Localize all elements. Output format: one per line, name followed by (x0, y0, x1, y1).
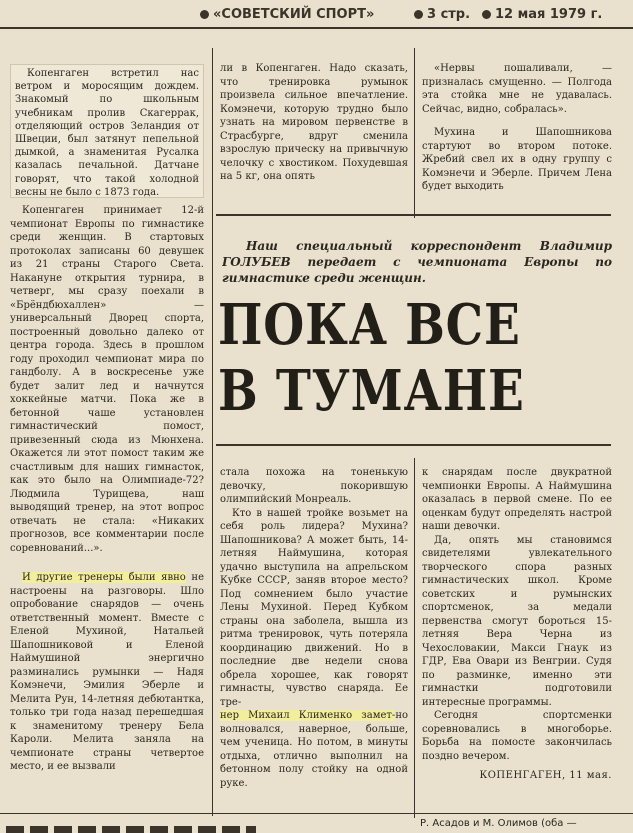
highlighted-text: нер Михаил Клименко замет- (220, 710, 396, 721)
article-paragraph: Копенгаген принимает 12-й чемпионат Европы по гимнастике среди женщин. В стартовых протоколах записаны 60 девушек из 21 страны Старого Света. Накануне открытия турнира, в четверг, мы сразу поехали в «Брёндбюхаллен» — универсальный Дворец спорта, построенный довольно далеко от центра города. Здесь в прошлом году проходил чемпионат мира по гандболу. А в воскресенье уже будет залит лед и начнутся хоккейные матчи. Пока же в бетонной чаше установлен гимнастический помост, привезенный сюда из Мюнхена. Окажется ли этот помост таким же счастливым для наших гимнасток, как это было на Олимпиаде-72? Людмила Турищева, наш выводящий тренер, на этот вопрос отвечать не стала: «Никаких прогнозов, все комментарии после соревнований...». (10, 205, 204, 554)
inset-text: Копенгаген встретил нас ветром и моросящим дождем. Знакомый по школьным учебникам пролив Скагеррак, отделяющий остров Зеландия от Швеции, был затянут пепельной дымкой, а знаменитая Русалка казалась печальной. Датчане говорят, что такой холодной весны не было с 1873 года. (15, 68, 199, 198)
article-paragraph: стала похожа на тоненькую девочку, покорившую олимпийский Монреаль. (220, 467, 408, 505)
article-headline (218, 292, 554, 424)
next-headline-fragment (6, 820, 286, 833)
column-divider (212, 48, 213, 816)
article-text: не настроены на разговоры. Шло опробование снарядов — очень ответственный момент. Вместе с Еленой Мухиной, Натальей Шапошниковой и Еленой Наймушиной энергично разминались румынки — Надя Комэнечи, Эмилия Эберле и Мелита Рун, 14-летняя дебютантка, только три года назад перешедшая к знаменитому тренеру Бела Кароли. Мелита заняла на чемпионате страны четвертое место, и ее вызвали (10, 572, 204, 772)
section-rule (216, 214, 611, 216)
article-paragraph (10, 571, 204, 774)
column-1 (10, 204, 204, 810)
headline-line: В ТУМАНЕ (218, 358, 525, 424)
article-paragraph: Да, опять мы становимся свидетелями увлекательного творческого спора разных гимнастических школ. Кроме советских и румынских спортсменок, за медали первенства смогут бороться 15-летняя Вера Черна из Чехословакии, Макси Гнаук из ГДР, Ева Овари из Венгрии. Судя по разминке, именно эти гимнастки подготовили интересные программы. (422, 534, 612, 708)
issue-date: 12 мая 1979 г. (495, 7, 603, 22)
column-divider (414, 48, 415, 218)
article-paragraph: ли в Копенгаген. Надо сказать, что тренировка румынок произвела сильное впечатление. Комэнечи, которую трудно было узнать на мировом первенстве в Страсбурге, вдруг сменила взрослую прическу на привычную челочку с хвостиком. Похудевшая на 5 кг, она опять (220, 63, 408, 182)
column-3-top (422, 62, 612, 198)
headline-line: ПОКА ВСЕ (218, 292, 521, 358)
page-number: 3 стр. (427, 7, 471, 22)
masthead-rule (0, 27, 633, 29)
article-paragraph: «Нервы пошаливали, — призналась смущенно. — Полгода эта стойка мне не удавалась. Сейчас, видно, собралась». (422, 63, 612, 115)
column-2-bottom (220, 466, 408, 812)
column-divider (414, 458, 415, 818)
article-paragraph (220, 709, 408, 790)
dateline: КОПЕНГАГЕН, 11 мая. (479, 770, 612, 781)
column-3-bottom (422, 466, 612, 796)
intro-inset (10, 64, 204, 198)
article-paragraph: Мухина и Шапошникова стартуют во втором потоке. Жребий свел их в одну группу с Комэнечи и Эберле. Причем Лена будет выходить (422, 127, 612, 192)
lead-text: Наш специальный корреспондент Владимир ГОЛУБЕВ передает с чемпионата Европы по гимнастике среди женщин. (222, 239, 612, 285)
article-paragraph: Сегодня спортсменки соревновались в многоборье. Борьба на помосте закончилась поздно вечером. (422, 710, 612, 762)
bullet-icon (482, 10, 491, 19)
masthead (0, 4, 633, 26)
bullet-icon (200, 10, 209, 19)
footer-credit: Р. Асадов и М. Олимов (оба — (420, 818, 577, 829)
newspaper-name: «СОВЕТСКИЙ СПОРТ» (213, 7, 375, 22)
column-2-top (220, 62, 408, 198)
section-rule (216, 444, 611, 446)
bullet-icon (414, 10, 423, 19)
article-paragraph: Кто в нашей тройке возьмет на себя роль лидера? Мухина? Шапошникова? А может быть, 14-летняя Наймушина, которая удачно выступила на апрельском Кубке СССР, заняв второе место? Под сомнением было участие Лены Мухиной. Перед Кубком страны она заболела, вышла из ритма тренировок, чуть потеряла координацию движений. Но в последние две недели снова обрела хорошее, как говорят гимнасты, чувство снаряда. Ее тре- (220, 507, 408, 708)
article-paragraph: к снарядам после двукратной чемпионки Европы. А Наймушина оказалась в первой смене. По ее оценкам будут определять настрой наши девочки. (422, 467, 612, 532)
section-rule (0, 813, 633, 814)
highlighted-text: И другие тренеры были явно (22, 572, 186, 583)
lead-paragraph (222, 238, 612, 288)
article-text: но волновался, наверное, больше, чем ученица. Но потом, в минуты отдыха, отлично выполнил на бетонном полу стойку на одной руке. (220, 710, 408, 789)
